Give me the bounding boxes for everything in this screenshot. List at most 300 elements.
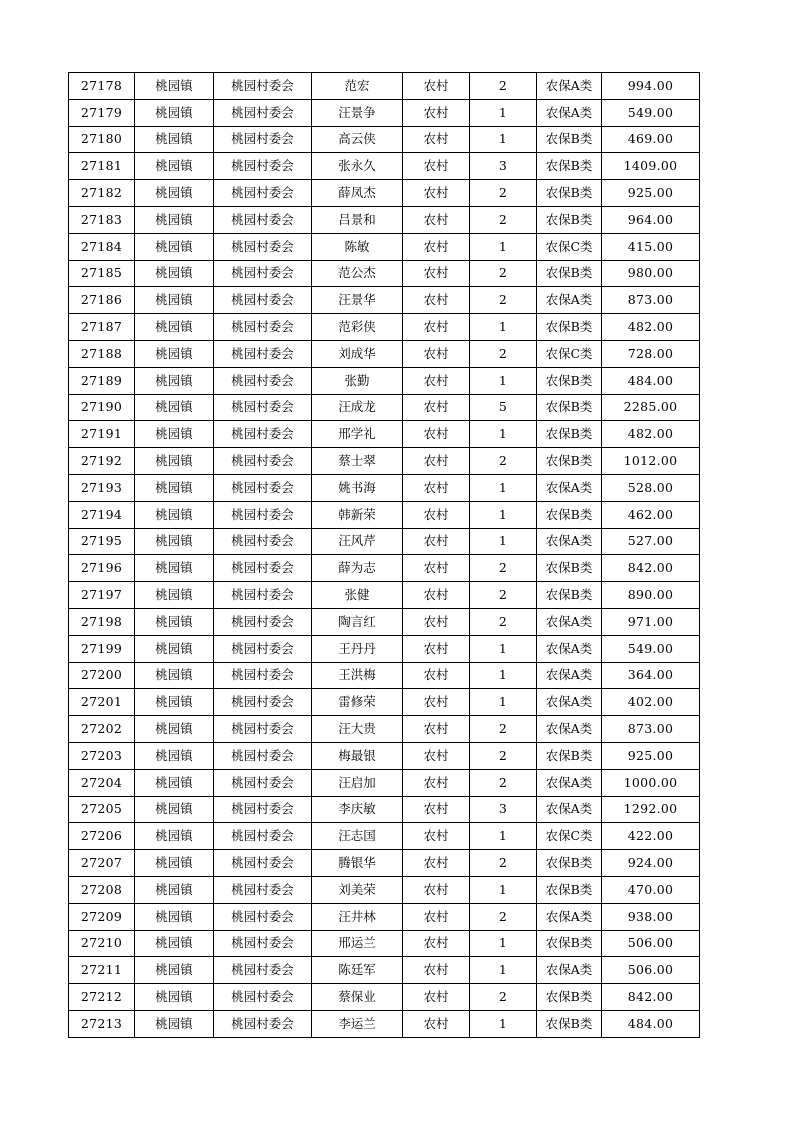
household-count-cell: 2 [470,608,537,635]
area-type-cell: 农村 [403,689,470,716]
area-type-cell: 农村 [403,206,470,233]
household-count-cell: 1 [470,501,537,528]
town-cell: 桃园镇 [135,421,214,448]
serial-cell: 27189 [69,367,135,394]
category-cell: 农保B类 [537,367,602,394]
town-cell: 桃园镇 [135,528,214,555]
village-cell: 桃园村委会 [214,501,312,528]
name-cell: 王洪梅 [312,662,403,689]
village-cell: 桃园村委会 [214,421,312,448]
area-type-cell: 农村 [403,850,470,877]
village-cell: 桃园村委会 [214,260,312,287]
household-count-cell: 1 [470,823,537,850]
name-cell: 韩新荣 [312,501,403,528]
village-cell: 桃园村委会 [214,126,312,153]
name-cell: 汪井林 [312,903,403,930]
name-cell: 刘成华 [312,340,403,367]
category-cell: 农保B类 [537,742,602,769]
town-cell: 桃园镇 [135,180,214,207]
table-row [69,635,700,662]
amount-cell: 415.00 [602,233,700,260]
name-cell: 腾银华 [312,850,403,877]
area-type-cell: 农村 [403,608,470,635]
town-cell: 桃园镇 [135,99,214,126]
serial-cell: 27191 [69,421,135,448]
category-cell: 农保B类 [537,180,602,207]
table-row [69,716,700,743]
category-cell: 农保A类 [537,662,602,689]
category-cell: 农保B类 [537,153,602,180]
village-cell: 桃园村委会 [214,742,312,769]
category-cell: 农保B类 [537,984,602,1011]
village-cell: 桃园村委会 [214,99,312,126]
name-cell: 陈廷军 [312,957,403,984]
area-type-cell: 农村 [403,796,470,823]
village-cell: 桃园村委会 [214,823,312,850]
household-count-cell: 1 [470,126,537,153]
amount-cell: 925.00 [602,742,700,769]
table-row [69,608,700,635]
serial-cell: 27185 [69,260,135,287]
town-cell: 桃园镇 [135,582,214,609]
table-row [69,340,700,367]
area-type-cell: 农村 [403,742,470,769]
serial-cell: 27198 [69,608,135,635]
village-cell: 桃园村委会 [214,796,312,823]
household-count-cell: 3 [470,796,537,823]
area-type-cell: 农村 [403,930,470,957]
amount-cell: 980.00 [602,260,700,287]
name-cell: 高云侠 [312,126,403,153]
category-cell: 农保B类 [537,206,602,233]
serial-cell: 27183 [69,206,135,233]
table-row [69,662,700,689]
table-row [69,233,700,260]
amount-cell: 422.00 [602,823,700,850]
table-row [69,501,700,528]
town-cell: 桃园镇 [135,206,214,233]
name-cell: 张永久 [312,153,403,180]
serial-cell: 27196 [69,555,135,582]
serial-cell: 27206 [69,823,135,850]
serial-cell: 27180 [69,126,135,153]
village-cell: 桃园村委会 [214,367,312,394]
town-cell: 桃园镇 [135,1010,214,1037]
household-count-cell: 2 [470,73,537,100]
name-cell: 梅最银 [312,742,403,769]
name-cell: 刘美荣 [312,876,403,903]
area-type-cell: 农村 [403,474,470,501]
category-cell: 农保B类 [537,930,602,957]
amount-cell: 2285.00 [602,394,700,421]
village-cell: 桃园村委会 [214,850,312,877]
area-type-cell: 农村 [403,448,470,475]
serial-cell: 27200 [69,662,135,689]
serial-cell: 27184 [69,233,135,260]
town-cell: 桃园镇 [135,555,214,582]
village-cell: 桃园村委会 [214,394,312,421]
serial-cell: 27197 [69,582,135,609]
category-cell: 农保A类 [537,287,602,314]
amount-cell: 484.00 [602,367,700,394]
area-type-cell: 农村 [403,635,470,662]
name-cell: 范公杰 [312,260,403,287]
table-row [69,153,700,180]
category-cell: 农保A类 [537,689,602,716]
serial-cell: 27195 [69,528,135,555]
name-cell: 汪大贵 [312,716,403,743]
town-cell: 桃园镇 [135,769,214,796]
town-cell: 桃园镇 [135,394,214,421]
name-cell: 薛为志 [312,555,403,582]
category-cell: 农保A类 [537,99,602,126]
area-type-cell: 农村 [403,769,470,796]
category-cell: 农保B类 [537,582,602,609]
household-count-cell: 1 [470,1010,537,1037]
area-type-cell: 农村 [403,126,470,153]
area-type-cell: 农村 [403,957,470,984]
table-body [69,73,700,1038]
area-type-cell: 农村 [403,99,470,126]
amount-cell: 527.00 [602,528,700,555]
serial-cell: 27208 [69,876,135,903]
category-cell: 农保B类 [537,555,602,582]
area-type-cell: 农村 [403,501,470,528]
table-row [69,314,700,341]
town-cell: 桃园镇 [135,73,214,100]
village-cell: 桃园村委会 [214,876,312,903]
town-cell: 桃园镇 [135,823,214,850]
household-count-cell: 1 [470,528,537,555]
amount-cell: 528.00 [602,474,700,501]
area-type-cell: 农村 [403,876,470,903]
town-cell: 桃园镇 [135,957,214,984]
household-count-cell: 1 [470,635,537,662]
serial-cell: 27202 [69,716,135,743]
household-count-cell: 2 [470,850,537,877]
area-type-cell: 农村 [403,287,470,314]
area-type-cell: 农村 [403,903,470,930]
amount-cell: 1012.00 [602,448,700,475]
village-cell: 桃园村委会 [214,662,312,689]
household-count-cell: 2 [470,340,537,367]
amount-cell: 994.00 [602,73,700,100]
town-cell: 桃园镇 [135,716,214,743]
town-cell: 桃园镇 [135,876,214,903]
household-count-cell: 1 [470,233,537,260]
serial-cell: 27186 [69,287,135,314]
town-cell: 桃园镇 [135,260,214,287]
household-count-cell: 1 [470,421,537,448]
town-cell: 桃园镇 [135,314,214,341]
household-count-cell: 1 [470,99,537,126]
village-cell: 桃园村委会 [214,608,312,635]
amount-cell: 964.00 [602,206,700,233]
table-row [69,99,700,126]
serial-cell: 27187 [69,314,135,341]
household-count-cell: 1 [470,474,537,501]
town-cell: 桃园镇 [135,903,214,930]
table-row [69,823,700,850]
name-cell: 雷修荣 [312,689,403,716]
area-type-cell: 农村 [403,394,470,421]
table-row [69,73,700,100]
serial-cell: 27178 [69,73,135,100]
table-row [69,555,700,582]
town-cell: 桃园镇 [135,501,214,528]
village-cell: 桃园村委会 [214,582,312,609]
amount-cell: 1000.00 [602,769,700,796]
category-cell: 农保B类 [537,876,602,903]
name-cell: 汪景争 [312,99,403,126]
amount-cell: 728.00 [602,340,700,367]
area-type-cell: 农村 [403,260,470,287]
village-cell: 桃园村委会 [214,180,312,207]
table-row [69,850,700,877]
serial-cell: 27209 [69,903,135,930]
table-row [69,448,700,475]
area-type-cell: 农村 [403,528,470,555]
household-count-cell: 1 [470,957,537,984]
town-cell: 桃园镇 [135,796,214,823]
category-cell: 农保C类 [537,233,602,260]
name-cell: 邢运兰 [312,930,403,957]
name-cell: 李运兰 [312,1010,403,1037]
name-cell: 王丹丹 [312,635,403,662]
town-cell: 桃园镇 [135,233,214,260]
area-type-cell: 农村 [403,1010,470,1037]
serial-cell: 27192 [69,448,135,475]
category-cell: 农保B类 [537,314,602,341]
town-cell: 桃园镇 [135,287,214,314]
amount-cell: 842.00 [602,984,700,1011]
household-count-cell: 2 [470,769,537,796]
town-cell: 桃园镇 [135,984,214,1011]
household-count-cell: 2 [470,984,537,1011]
serial-cell: 27211 [69,957,135,984]
name-cell: 蔡保业 [312,984,403,1011]
category-cell: 农保C类 [537,340,602,367]
amount-cell: 402.00 [602,689,700,716]
serial-cell: 27179 [69,99,135,126]
serial-cell: 27210 [69,930,135,957]
serial-cell: 27193 [69,474,135,501]
name-cell: 范宏 [312,73,403,100]
name-cell: 汪启加 [312,769,403,796]
serial-cell: 27204 [69,769,135,796]
household-count-cell: 5 [470,394,537,421]
area-type-cell: 农村 [403,340,470,367]
serial-cell: 27203 [69,742,135,769]
category-cell: 农保A类 [537,635,602,662]
household-count-cell: 1 [470,314,537,341]
town-cell: 桃园镇 [135,340,214,367]
serial-cell: 27207 [69,850,135,877]
amount-cell: 873.00 [602,716,700,743]
name-cell: 李庆敏 [312,796,403,823]
table-row [69,367,700,394]
category-cell: 农保A类 [537,528,602,555]
village-cell: 桃园村委会 [214,314,312,341]
category-cell: 农保A类 [537,796,602,823]
village-cell: 桃园村委会 [214,984,312,1011]
village-cell: 桃园村委会 [214,555,312,582]
data-table [68,72,700,1038]
village-cell: 桃园村委会 [214,930,312,957]
table-row [69,689,700,716]
town-cell: 桃园镇 [135,850,214,877]
area-type-cell: 农村 [403,984,470,1011]
category-cell: 农保B类 [537,260,602,287]
household-count-cell: 1 [470,930,537,957]
table-row [69,930,700,957]
name-cell: 吕景和 [312,206,403,233]
town-cell: 桃园镇 [135,474,214,501]
household-count-cell: 2 [470,716,537,743]
table-row [69,1010,700,1037]
town-cell: 桃园镇 [135,448,214,475]
amount-cell: 890.00 [602,582,700,609]
category-cell: 农保B类 [537,501,602,528]
amount-cell: 470.00 [602,876,700,903]
area-type-cell: 农村 [403,314,470,341]
household-count-cell: 2 [470,742,537,769]
village-cell: 桃园村委会 [214,528,312,555]
household-count-cell: 1 [470,367,537,394]
name-cell: 张健 [312,582,403,609]
serial-cell: 27182 [69,180,135,207]
table-row [69,206,700,233]
household-count-cell: 2 [470,582,537,609]
name-cell: 薛凤杰 [312,180,403,207]
town-cell: 桃园镇 [135,930,214,957]
amount-cell: 549.00 [602,99,700,126]
amount-cell: 1409.00 [602,153,700,180]
category-cell: 农保B类 [537,394,602,421]
town-cell: 桃园镇 [135,126,214,153]
serial-cell: 27213 [69,1010,135,1037]
household-count-cell: 1 [470,689,537,716]
name-cell: 邢学礼 [312,421,403,448]
category-cell: 农保A类 [537,73,602,100]
town-cell: 桃园镇 [135,689,214,716]
category-cell: 农保C类 [537,823,602,850]
amount-cell: 364.00 [602,662,700,689]
serial-cell: 27181 [69,153,135,180]
table-row [69,421,700,448]
area-type-cell: 农村 [403,180,470,207]
serial-cell: 27188 [69,340,135,367]
town-cell: 桃园镇 [135,742,214,769]
village-cell: 桃园村委会 [214,206,312,233]
town-cell: 桃园镇 [135,608,214,635]
household-count-cell: 2 [470,206,537,233]
area-type-cell: 农村 [403,823,470,850]
area-type-cell: 农村 [403,716,470,743]
table-row [69,796,700,823]
village-cell: 桃园村委会 [214,903,312,930]
town-cell: 桃园镇 [135,635,214,662]
table-row [69,876,700,903]
table-row [69,742,700,769]
household-count-cell: 2 [470,448,537,475]
area-type-cell: 农村 [403,662,470,689]
category-cell: 农保A类 [537,608,602,635]
category-cell: 农保A类 [537,716,602,743]
table-row [69,769,700,796]
amount-cell: 971.00 [602,608,700,635]
village-cell: 桃园村委会 [214,153,312,180]
table-row [69,180,700,207]
category-cell: 农保B类 [537,448,602,475]
household-count-cell: 1 [470,662,537,689]
name-cell: 陶言红 [312,608,403,635]
category-cell: 农保B类 [537,850,602,877]
village-cell: 桃园村委会 [214,1010,312,1037]
amount-cell: 549.00 [602,635,700,662]
category-cell: 农保A类 [537,769,602,796]
serial-cell: 27199 [69,635,135,662]
village-cell: 桃园村委会 [214,340,312,367]
table-row [69,474,700,501]
village-cell: 桃园村委会 [214,769,312,796]
amount-cell: 1292.00 [602,796,700,823]
category-cell: 农保A类 [537,903,602,930]
amount-cell: 484.00 [602,1010,700,1037]
table-row [69,582,700,609]
amount-cell: 924.00 [602,850,700,877]
amount-cell: 873.00 [602,287,700,314]
household-count-cell: 3 [470,153,537,180]
category-cell: 农保B类 [537,1010,602,1037]
village-cell: 桃园村委会 [214,233,312,260]
amount-cell: 506.00 [602,957,700,984]
household-count-cell: 2 [470,903,537,930]
amount-cell: 482.00 [602,314,700,341]
amount-cell: 842.00 [602,555,700,582]
category-cell: 农保B类 [537,126,602,153]
town-cell: 桃园镇 [135,367,214,394]
village-cell: 桃园村委会 [214,287,312,314]
household-count-cell: 2 [470,260,537,287]
table-row [69,528,700,555]
village-cell: 桃园村委会 [214,474,312,501]
amount-cell: 469.00 [602,126,700,153]
village-cell: 桃园村委会 [214,716,312,743]
amount-cell: 482.00 [602,421,700,448]
serial-cell: 27212 [69,984,135,1011]
serial-cell: 27205 [69,796,135,823]
name-cell: 蔡士翠 [312,448,403,475]
amount-cell: 462.00 [602,501,700,528]
table-row [69,394,700,421]
name-cell: 陈敏 [312,233,403,260]
table-row [69,287,700,314]
table-row [69,126,700,153]
village-cell: 桃园村委会 [214,635,312,662]
town-cell: 桃园镇 [135,662,214,689]
serial-cell: 27190 [69,394,135,421]
area-type-cell: 农村 [403,555,470,582]
table-row [69,903,700,930]
household-count-cell: 2 [470,287,537,314]
name-cell: 张勤 [312,367,403,394]
name-cell: 姚书海 [312,474,403,501]
village-cell: 桃园村委会 [214,689,312,716]
name-cell: 汪景华 [312,287,403,314]
amount-cell: 938.00 [602,903,700,930]
name-cell: 汪成龙 [312,394,403,421]
